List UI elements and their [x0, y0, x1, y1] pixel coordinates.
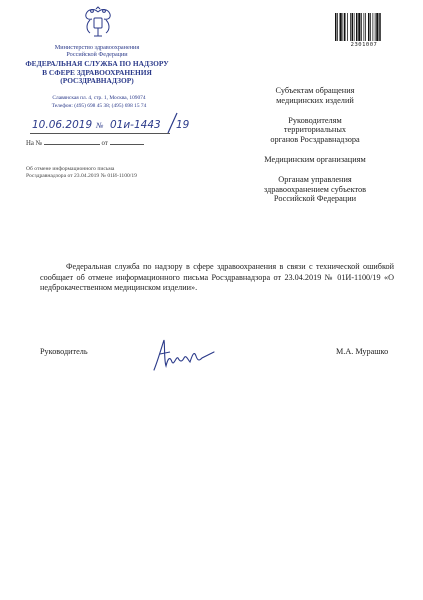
- ministry-name: Министерство здравоохранения Российской Федерации: [54, 44, 140, 59]
- registration-number: 01и-1443: [110, 119, 161, 131]
- signatory-title: Руководитель: [40, 347, 88, 356]
- recipient-3: Медицинским организациям: [264, 154, 366, 164]
- letter-body: Федеральная служба по надзору в сфере здравоохранения в связи с технической ошибкой сообщает об отмене информационного письма Росздравнадзора от 23.04.2019 № 01И-1100/19 «О недброкачественном медицинском изделии».: [40, 262, 394, 293]
- number-label: №: [96, 121, 104, 130]
- recipient-2: Руководителям территориальных органов Росздравнадзора: [270, 115, 360, 145]
- registration-underline: [30, 133, 170, 134]
- registration-date: 10.06.2019: [32, 119, 93, 131]
- handwritten-signature: [150, 336, 216, 376]
- agency-address: Славянская пл. 4, стр. 1, Москва, 109074 Телефон: (495) 698 45 38; (495) 698 15 74: [51, 95, 147, 109]
- reference-label: На №: [26, 140, 43, 147]
- subject-note: Об отмене информационного письма Росздравнадзора от 23.04.2019 № 01И-1100/19: [26, 166, 137, 179]
- reference-from-label: от: [101, 140, 108, 147]
- registration-suffix: 19: [176, 119, 190, 131]
- recipient-4: Органам управления здравоохранением субъектов Российской Федерации: [263, 174, 367, 204]
- barcode-number: 2301007: [350, 42, 378, 48]
- reference-row: [26, 138, 144, 147]
- recipient-1: Субъектам обращения медицинских изделий: [275, 86, 355, 105]
- reference-number-line: [44, 138, 100, 145]
- coat-of-arms-icon: [80, 6, 116, 40]
- barcode: [334, 13, 394, 41]
- reference-date-line: [110, 138, 144, 145]
- signatory-name: М.А. Мурашко: [336, 347, 389, 356]
- recipients-block: [240, 86, 390, 214]
- agency-name: ФЕДЕРАЛЬНАЯ СЛУЖБА ПО НАДЗОРУ В СФЕРЕ ЗДРАВООХРАНЕНИЯ (РОСЗДРАВНАДЗОР): [25, 59, 169, 86]
